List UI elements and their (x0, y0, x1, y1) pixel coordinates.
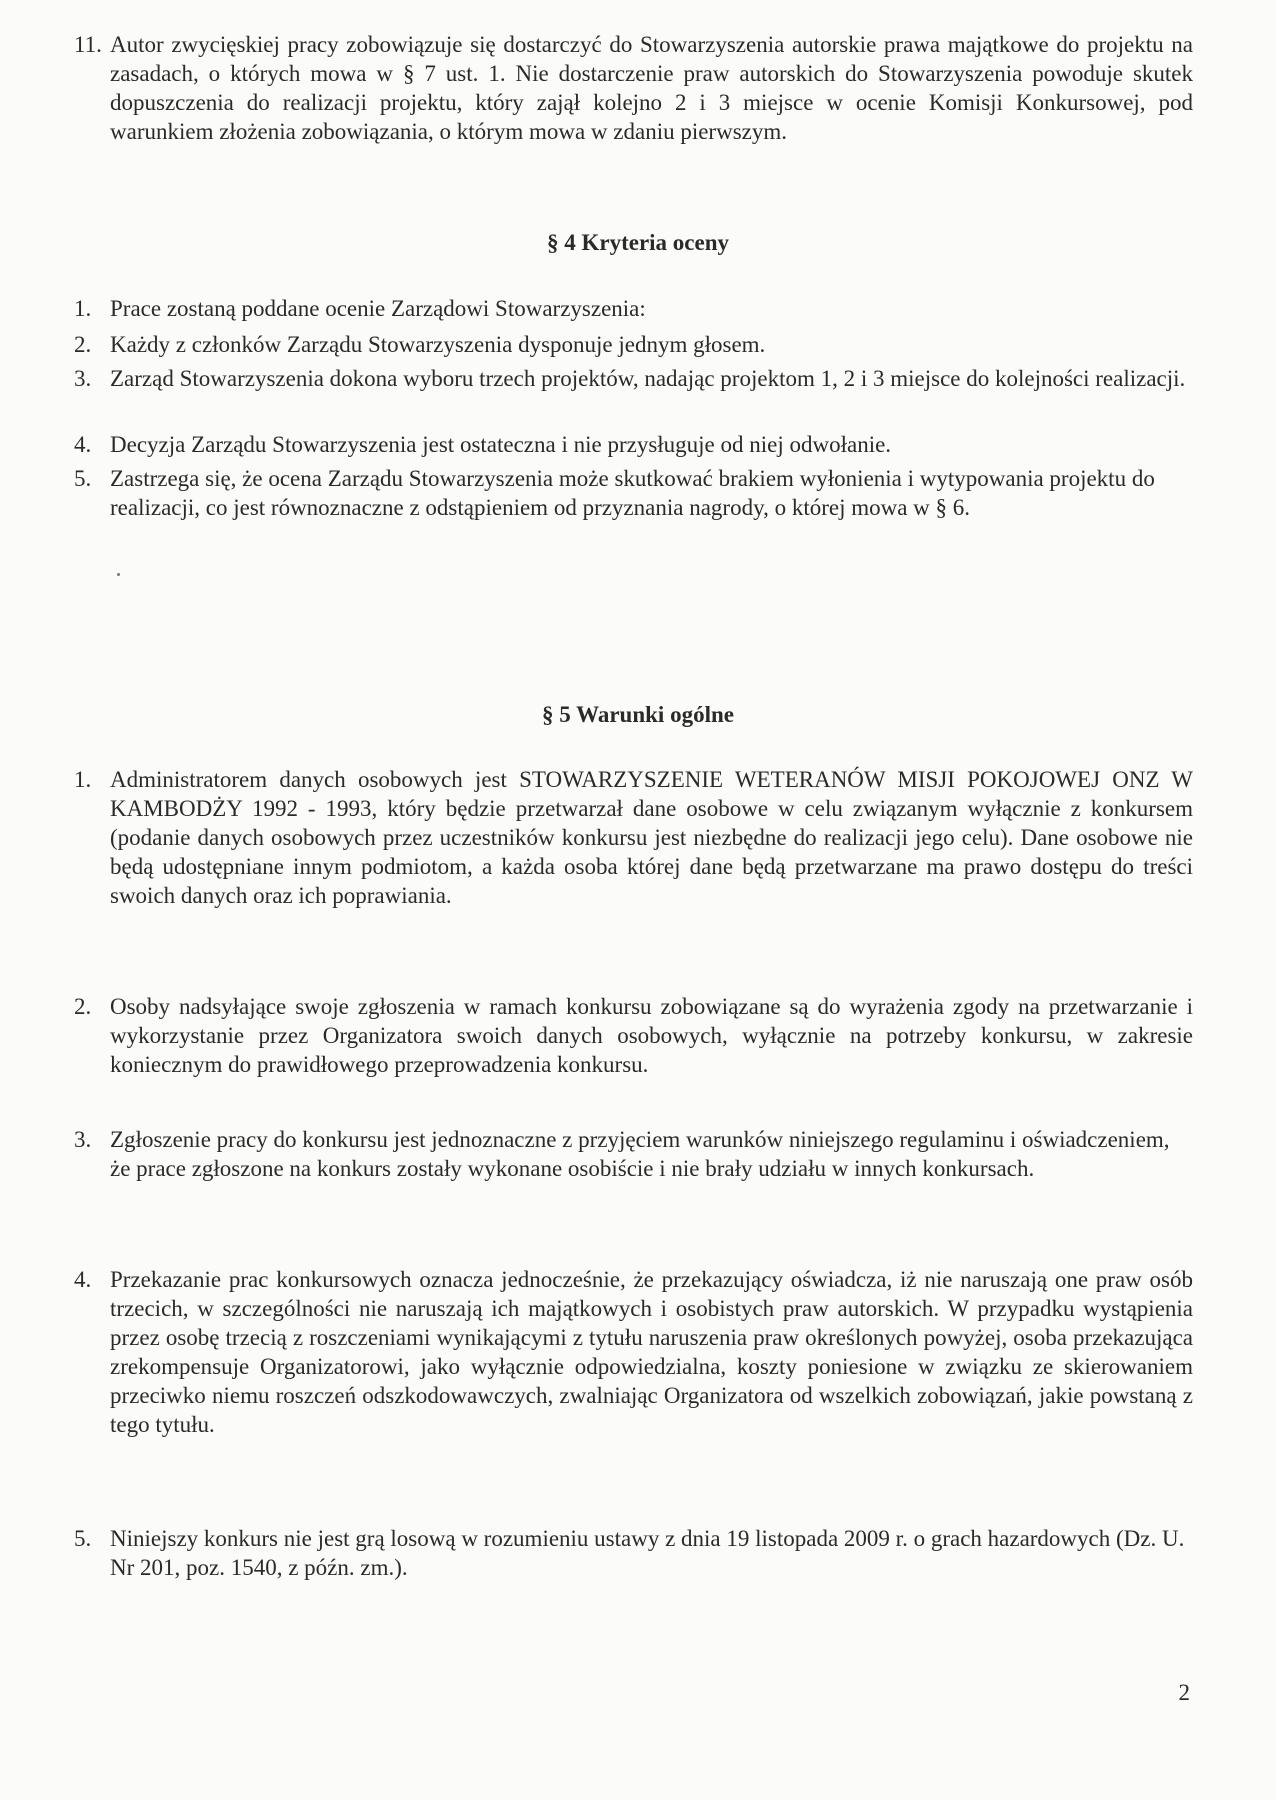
section-4-heading: § 4 Kryteria oceny (546, 230, 730, 255)
list-item-text: Osoby nadsyłające swoje zgłoszenia w ramach konkursu zobowiązane są do wyrażenia zgody na przetwarzanie i wykorzystanie przez Organizatora swoich danych osobowych, wyłącznie na potrzeby konkursu, w zakresie koniecznym do prawidłowego przeprowadzenia konkursu. (110, 994, 1193, 1077)
list-item-number: 2. (74, 994, 92, 1019)
list-item-text: Autor zwycięskiej pracy zobowiązuje się dostarczyć do Stowarzyszenia autorskie prawa majątkowe do projektu na zasadach, o których mowa w § 7 ust. 1. Nie dostarczenie praw autorskich do Stowarzyszenia powoduje skutek dopuszczenia do realizacji projektu, który zajął kolejno 2 i 3 miejsce w ocenie Komisji Konkursowej, pod warunkiem złożenia zobowiązania, o którym mowa w zdaniu pierwszym. (110, 32, 1193, 144)
list-item-number: 5. (74, 1526, 92, 1551)
list-item-text: Decyzja Zarządu Stowarzyszenia jest ostateczna i nie przysługuje od niej odwołanie. (110, 432, 892, 457)
list-item-number: 2. (74, 332, 92, 357)
list-item-number: 5. (74, 466, 92, 491)
page-number: 2 (1178, 1680, 1190, 1705)
list-item-text: Zastrzega się, że ocena Zarządu Stowarzyszenia może skutkować brakiem wyłonienia i wytypowania projektu do realizacji, co jest równoznaczne z odstąpieniem od przyznania nagrody, o której mowa w § 6. (110, 466, 1155, 520)
list-item-number: 4. (74, 432, 92, 457)
list-item-text: Prace zostaną poddane ocenie Zarządowi Stowarzyszenia: (110, 296, 646, 321)
list-item-number: 3. (74, 1127, 92, 1152)
list-item-number: 4. (74, 1267, 92, 1292)
scan-speck (117, 573, 120, 576)
section-5-heading: § 5 Warunki ogólne (542, 702, 734, 727)
list-item-text: Zarząd Stowarzyszenia dokona wyboru trzech projektów, nadając projektom 1, 2 i 3 miejsce do kolejności realizacji. (110, 366, 1186, 391)
list-item-text: Zgłoszenie pracy do konkursu jest jednoznaczne z przyjęciem warunków niniejszego regulaminu i oświadczeniem, że prace zgłoszone na konkurs zostały wykonane osobiście i nie brały udziału w innych konkursach. (110, 1127, 1170, 1181)
list-item-number: 11. (74, 32, 102, 57)
list-item-text: Administratorem danych osobowych jest STOWARZYSZENIE WETERANÓW MISJI POKOJOWEJ ONZ W KAMBODŻY 1992 - 1993, który będzie przetwarzał dane osobowe w celu związanym wyłącznie z konkursem (podanie danych osobowych przez uczestników konkursu jest niezbędne do realizacji jego celu). Dane osobowe nie będą udostępniane innym podmiotom, a każda osoba której dane będą przetwarzane ma prawo dostępu do treści swoich danych oraz ich poprawiania. (110, 767, 1193, 908)
list-item-number: 1. (74, 296, 92, 321)
list-item-text: Przekazanie prac konkursowych oznacza jednocześnie, że przekazujący oświadcza, iż nie naruszają one praw osób trzecich, w szczególności nie naruszają ich majątkowych i osobistych praw autorskich. W przypadku wystąpienia przez osobę trzecią z roszczeniami wynikającymi z tytułu naruszenia praw określonych powyżej, osoba przekazująca zrekompensuje Organizatorowi, jako wyłącznie odpowiedzialna, koszty poniesione w związku ze skierowaniem przeciwko niemu roszczeń odszkodowawczych, zwalniając Organizatora od wszelkich zobowiązań, jakie powstaną z tego tytułu. (110, 1267, 1193, 1437)
list-item-number: 3. (74, 366, 92, 391)
list-item-number: 1. (74, 767, 92, 792)
list-item-text: Niniejszy konkurs nie jest grą losową w rozumieniu ustawy z dnia 19 listopada 2009 r. o grach hazardowych (Dz. U. Nr 201, poz. 1540, z późn. zm.). (110, 1526, 1185, 1580)
list-item-text: Każdy z członków Zarządu Stowarzyszenia dysponuje jednym głosem. (110, 332, 766, 357)
